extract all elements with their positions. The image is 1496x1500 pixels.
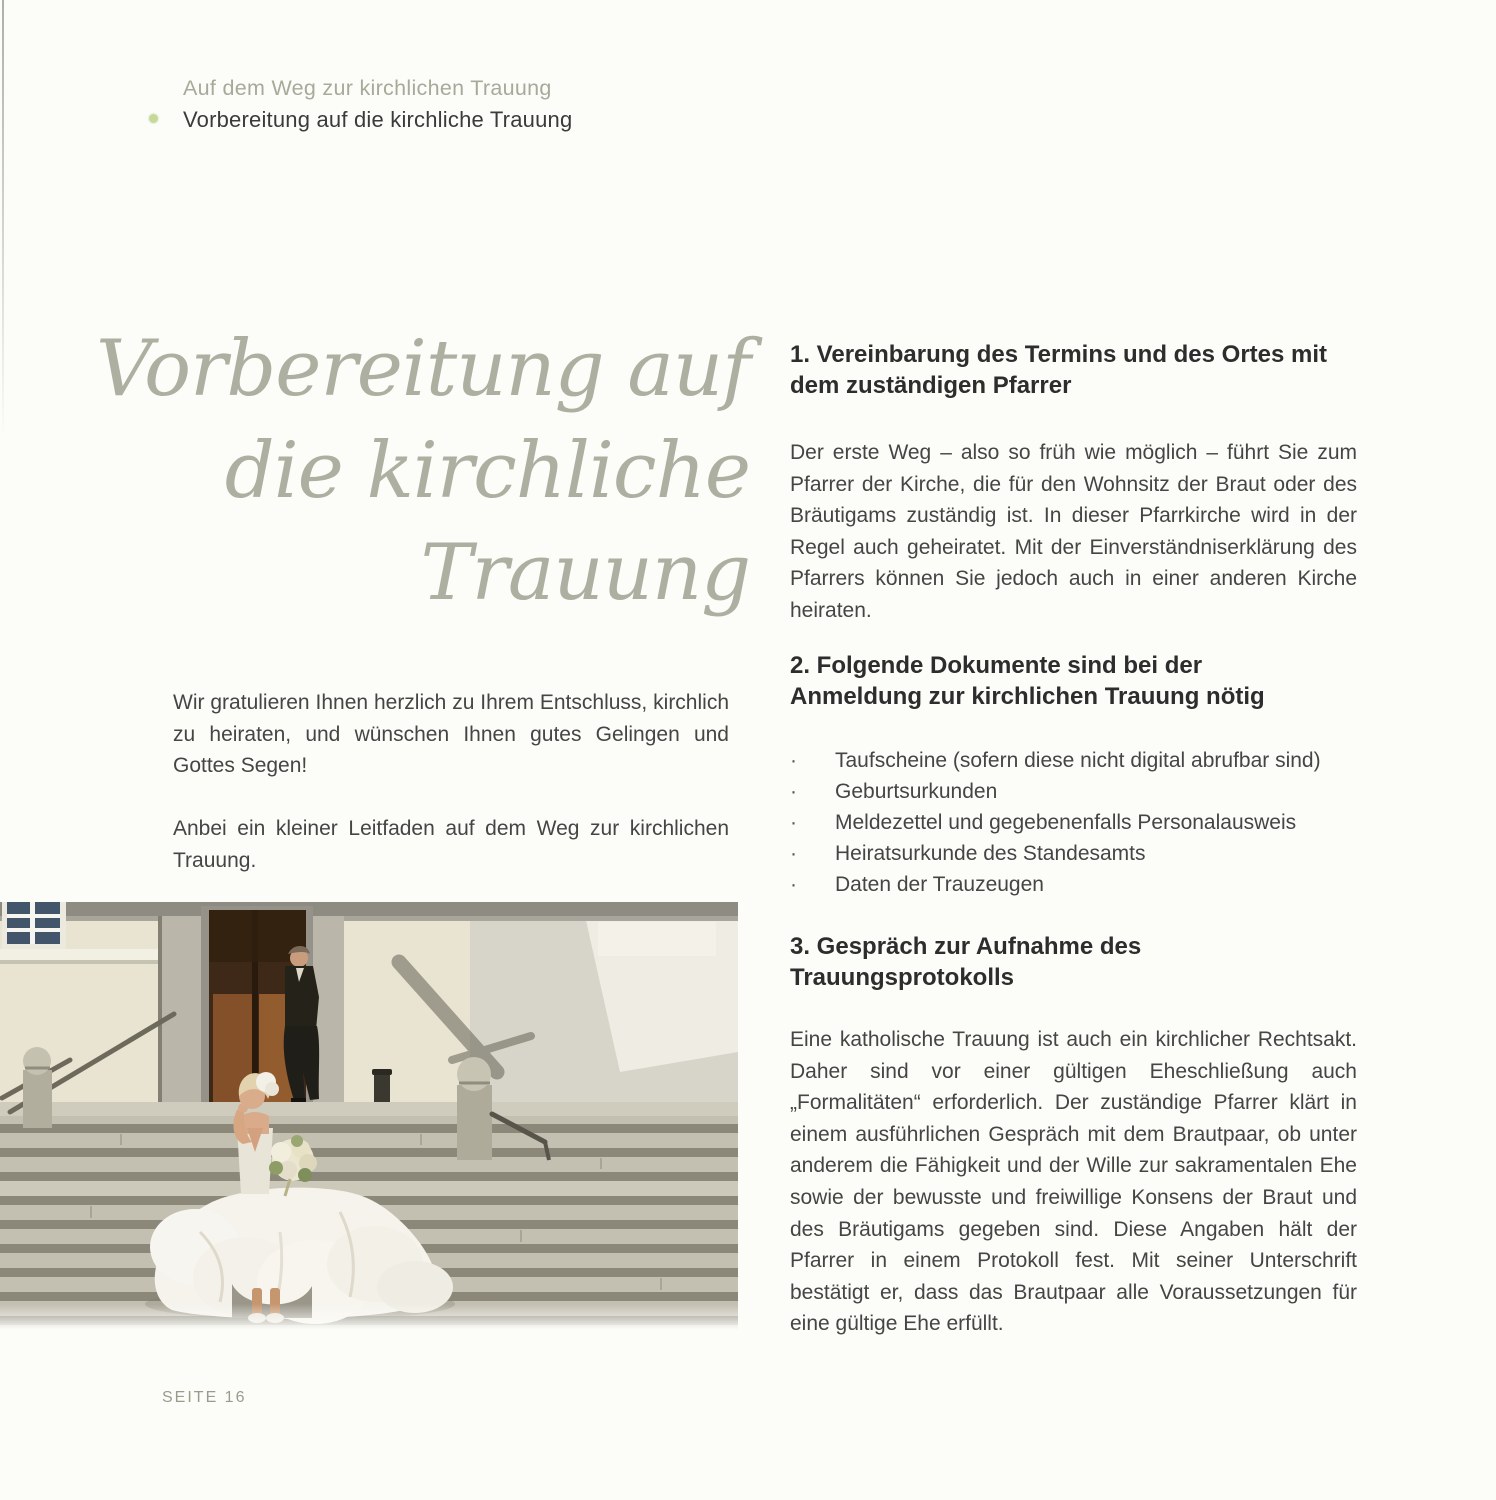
green-dot-marker bbox=[149, 114, 158, 123]
section-3-body: Eine katholische Trauung ist auch ein kirchlicher Rechtsakt. Daher sind vor einer gültigen Eheschließung auch „Formalitäten“ erforderlich. Der zuständige Pfarrer klärt in einem ausführlichen Gespräch mit dem Brautpaar, ob unter anderem die Fähigkeit und der Wille zur sakramentalen Ehe sowie der bewusste und freiwillige Konsens der Braut und des Bräutigams gegeben sind. Diese Angaben hält der Pfarrer in einem Protokoll fest. Mit seiner Unterschrift bestätigt er, dass das Brautpaar alle Voraussetzungen für eine gültige Ehe erfüllt. bbox=[790, 1028, 1357, 1336]
list-item-text: Meldezettel und gegebenenfalls Personalausweis bbox=[835, 811, 1297, 834]
list-item bbox=[790, 745, 1357, 776]
list-item-text: Heiratsurkunde des Standesamts bbox=[835, 842, 1146, 865]
breadcrumb-kicker: Auf dem Weg zur kirchlichen Trauung bbox=[183, 76, 552, 100]
bullet-dot: · bbox=[790, 842, 797, 865]
section-1-heading bbox=[790, 339, 1357, 401]
section-3-heading-line: 3. Gespräch zur Aufnahme des bbox=[790, 933, 1142, 960]
bullet-dot: · bbox=[790, 873, 797, 896]
bullet-dot: · bbox=[790, 811, 797, 834]
display-title-line: Vorbereitung auf bbox=[95, 324, 750, 414]
window bbox=[2, 902, 66, 949]
section-3-heading-line: Trauungsprotokolls bbox=[790, 964, 1015, 991]
list-item bbox=[790, 869, 1357, 900]
list-item-text: Geburtsurkunden bbox=[835, 780, 998, 803]
list-item bbox=[790, 838, 1357, 869]
list-item-text: Taufscheine (sofern diese nicht digital abrufbar sind) bbox=[835, 749, 1321, 772]
display-title bbox=[58, 318, 750, 624]
display-title-line: Trauung bbox=[420, 528, 750, 618]
page-subtitle: Vorbereitung auf die kirchliche Trauung bbox=[183, 107, 573, 132]
intro-text bbox=[173, 687, 729, 908]
page-number: SEITE 16 bbox=[162, 1389, 247, 1406]
list-item-text: Daten der Trauzeugen bbox=[835, 873, 1044, 896]
wedding-photo bbox=[0, 902, 738, 1330]
list-item bbox=[790, 807, 1357, 838]
baluster-left bbox=[23, 1047, 52, 1128]
section-1-body: Der erste Weg – also so früh wie möglich – führt Sie zum Pfarrer der Kirche, die für den Wohnsitz der Braut oder des Bräutigams zuständig ist. In dieser Pfarrkirche wird in der Regel auch geheiratet. Mit der Einverständniserklärung des Pfarrers können Sie jedoch auch in einer anderen Kirche heiraten. bbox=[790, 441, 1357, 622]
section-1-heading-line: dem zuständigen Pfarrer bbox=[790, 372, 1072, 399]
section-2-heading bbox=[790, 650, 1357, 712]
section-2-heading-line: 2. Folgende Dokumente sind bei der bbox=[790, 652, 1203, 679]
section-2-heading-line: Anmeldung zur kirchlichen Trauung nötig bbox=[790, 683, 1265, 710]
section-3-heading bbox=[790, 931, 1357, 993]
list-item bbox=[790, 776, 1357, 807]
section-1-heading-line: 1. Vereinbarung des Termins und des Ortes mit bbox=[790, 341, 1328, 368]
bullet-dot: · bbox=[790, 749, 797, 772]
intro-paragraph: Wir gratulieren Ihnen herzlich zu Ihrem Entschluss, kirchlich zu heiraten, und wünschen Ihnen gutes Gelingen und Gottes Segen! bbox=[173, 691, 729, 778]
bullet-dot: · bbox=[790, 780, 797, 803]
scan-edge-artifact bbox=[2, 0, 4, 440]
documents-list bbox=[790, 745, 1357, 900]
display-title-line: die kirchliche bbox=[224, 426, 750, 516]
intro-paragraph: Anbei ein kleiner Leitfaden auf dem Weg zur kirchlichen Trauung. bbox=[173, 817, 729, 872]
